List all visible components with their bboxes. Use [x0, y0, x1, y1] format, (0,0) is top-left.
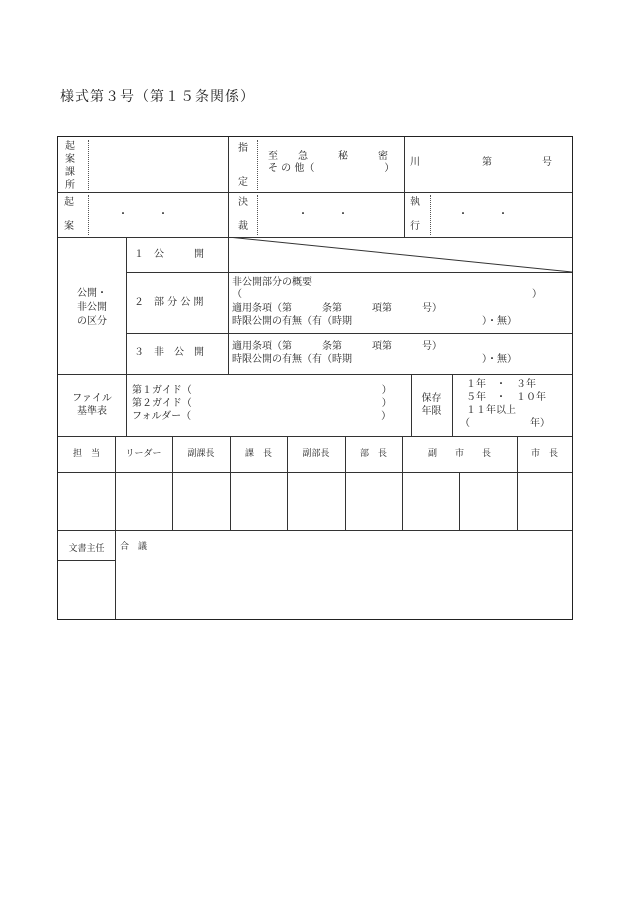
retention-1-3: １年 ・ ３年: [466, 379, 536, 390]
shicho-label: 市 長: [530, 449, 558, 459]
retention-custom: （ 年）: [460, 418, 550, 429]
partial-summary: 非公開部分の概要: [232, 277, 312, 288]
nonopen-article: 適用条項（第 条第 項第 号）: [232, 341, 442, 352]
sonota: そ の 他（ ）: [268, 163, 395, 174]
col-divider: [228, 137, 229, 237]
row-divider: [58, 530, 572, 531]
disclosure-section-label: 公開・ 非公開 の区分: [77, 288, 107, 327]
fukukacho-label: 副課長: [187, 449, 215, 459]
row-divider: [126, 333, 572, 334]
form-title: 様式第３号（第１５条関係）: [60, 89, 255, 105]
kessai-label-bottom: 裁: [238, 221, 248, 232]
shitei-label-top: 指: [238, 143, 248, 154]
partial-article: 適用条項（第 条第 項第 号）: [232, 303, 442, 314]
shikkou-label-top: 執: [410, 197, 420, 208]
col-divider: [404, 137, 405, 237]
go-label: 号: [542, 157, 552, 168]
kessai-date: ・ ・: [298, 209, 348, 220]
retention-label: 保存 年限: [421, 393, 442, 417]
leader-label: リーダー: [125, 449, 162, 459]
dai-label: 第: [482, 157, 492, 168]
partial-limit: 時限公開の有無（有（時期 ）・無）: [232, 316, 517, 327]
kian-date: ・ ・: [118, 209, 168, 220]
kawa-label: 川: [410, 157, 420, 168]
col-divider: [115, 530, 116, 619]
retention-11plus: １１年以上: [466, 405, 516, 416]
aigi-label: 合 議: [120, 542, 148, 552]
dotted-divider: [88, 140, 89, 190]
bucho-label: 部 長: [359, 449, 387, 459]
dotted-divider: [430, 195, 431, 235]
shikkou-date: ・ ・: [458, 209, 508, 220]
file-label: ファイル 基準表: [72, 393, 112, 417]
document-form: [57, 136, 573, 620]
dotted-divider: [257, 195, 258, 235]
col-divider: [459, 472, 460, 530]
partial-open-label: ２ 部 分 公 開: [134, 297, 204, 308]
row-divider: [58, 192, 572, 193]
row-divider: [58, 436, 572, 437]
retention-5-10: ５年 ・ １０年: [466, 392, 546, 403]
kian-ka-label: 起案課所: [65, 141, 75, 191]
col-divider: [126, 237, 127, 374]
open-label: １ 公 開: [134, 249, 204, 260]
row-divider: [58, 560, 115, 561]
row-divider: [58, 472, 572, 473]
fukubucho-label: 副部長: [302, 449, 330, 459]
kessai-label-top: 決: [238, 197, 248, 208]
partial-paren: （ ）: [232, 289, 542, 300]
nonopen-limit: 時限公開の有無（有（時期 ）・無）: [232, 354, 517, 365]
kian-label-top: 起: [64, 197, 74, 208]
kacho-label: 課 長: [244, 449, 272, 459]
diagonal-line: [228, 237, 572, 273]
bunsho-shunin-label: 文書主任: [68, 544, 105, 554]
dotted-divider: [257, 140, 258, 190]
nonopen-label: ３ 非 公 開: [134, 347, 204, 358]
guide-1: 第１ガイド（ ）: [132, 385, 392, 396]
row-divider: [58, 374, 572, 375]
guide-2: 第２ガイド（ ）: [132, 398, 392, 409]
folder: フォルダー（ ）: [132, 411, 392, 422]
shikyu-himitsu: 至 急 秘 密: [268, 151, 388, 162]
tanto-label: 担 当: [72, 449, 100, 459]
fukushicho-label: 副 市 長: [427, 449, 491, 459]
shitei-label-bottom: 定: [238, 177, 248, 188]
kian-label-bottom: 案: [64, 221, 74, 232]
col-divider: [126, 374, 127, 436]
col-divider: [452, 374, 453, 436]
shikkou-label-bottom: 行: [410, 221, 420, 232]
dotted-divider: [88, 195, 89, 235]
col-divider: [228, 237, 229, 374]
